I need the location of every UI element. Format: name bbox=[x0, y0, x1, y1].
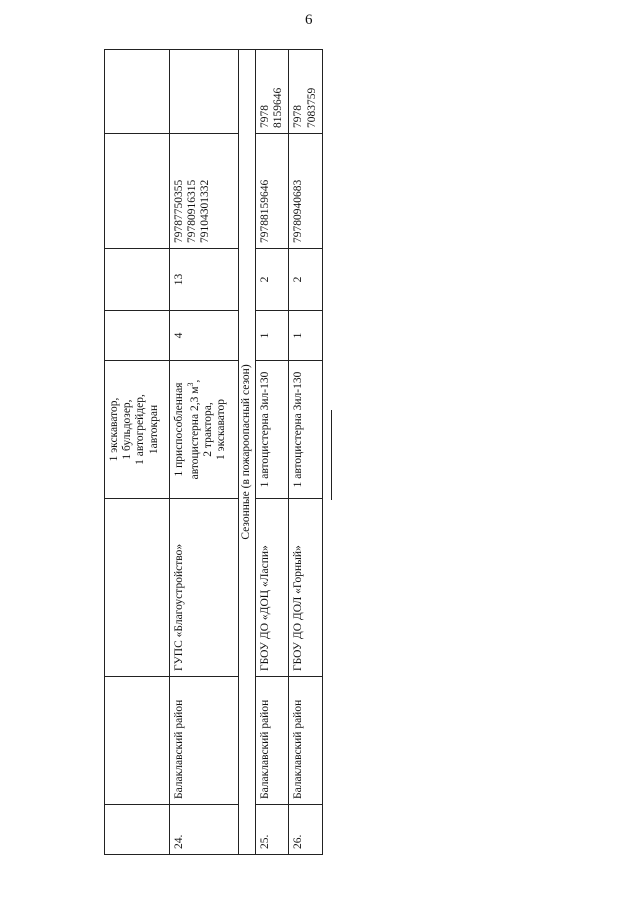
extra-line: 7083759 bbox=[305, 87, 318, 128]
district: Балаклавский район bbox=[170, 677, 239, 805]
tech-line: 1 экскаватор bbox=[215, 399, 228, 460]
superscript-3: 3 bbox=[186, 382, 196, 387]
organization: ГБОУ ДО ДОЛ «Горный» bbox=[289, 499, 322, 677]
tech-line-text: автоцистерна 2,3 м bbox=[189, 386, 202, 480]
tech-line bbox=[186, 366, 202, 493]
section-header-row bbox=[239, 50, 256, 855]
cell-count1 bbox=[105, 311, 170, 361]
tech-line: 1 приспособленная bbox=[173, 382, 185, 477]
phones bbox=[170, 134, 239, 249]
district: Балаклавский район bbox=[256, 677, 289, 805]
row-number: 24. bbox=[170, 805, 239, 855]
extra-line: 7978 bbox=[292, 105, 305, 128]
count-units: 4 bbox=[170, 311, 239, 361]
table-row-25 bbox=[256, 50, 289, 855]
extra-contact bbox=[170, 50, 239, 134]
tech-line: 1 автогрейдер, bbox=[134, 394, 147, 465]
cell-phone bbox=[105, 134, 170, 249]
cell-org bbox=[105, 499, 170, 677]
cell-district bbox=[105, 677, 170, 805]
phone: 79788159646 bbox=[256, 134, 289, 249]
cell-num bbox=[105, 805, 170, 855]
equipment: 1 автоцистерна Зил-130 bbox=[256, 361, 289, 499]
cell-tech bbox=[105, 361, 170, 499]
table-row-continuation bbox=[105, 50, 170, 855]
extra-contact bbox=[256, 50, 289, 134]
tech-comma: , bbox=[189, 379, 202, 383]
section-title: Сезонные (в пожароопасный сезон) bbox=[239, 50, 256, 855]
count-people: 2 bbox=[289, 249, 322, 311]
row-number: 26. bbox=[289, 805, 322, 855]
equipment bbox=[170, 361, 239, 499]
row-number: 25. bbox=[256, 805, 289, 855]
tech-line: 1автокран bbox=[147, 404, 160, 455]
phone-line: 79787750355 bbox=[173, 179, 185, 243]
cell-count2 bbox=[105, 249, 170, 311]
tech-line: 1 экскаватор, bbox=[108, 397, 120, 462]
table-row-24 bbox=[170, 50, 239, 855]
organization: ГУПС «Благоустройство» bbox=[170, 499, 239, 677]
district: Балаклавский район bbox=[289, 677, 322, 805]
count-people: 13 bbox=[170, 249, 239, 311]
table-row-26 bbox=[289, 50, 322, 855]
extra-line: 7978 bbox=[259, 105, 271, 128]
phone-line: 79104301332 bbox=[199, 179, 212, 243]
count-people: 2 bbox=[256, 249, 289, 311]
organization: ГБОУ ДО «ДОЦ «Ласпи» bbox=[256, 499, 289, 677]
resources-table bbox=[104, 49, 323, 855]
tech-line: 2 трактора, bbox=[202, 402, 215, 457]
extra-line: 8159646 bbox=[272, 87, 285, 128]
count-units: 1 bbox=[256, 311, 289, 361]
page-number: 6 bbox=[305, 12, 313, 28]
phone: 79780940683 bbox=[289, 134, 322, 249]
phone-line: 79780916315 bbox=[186, 179, 199, 243]
cell-extra bbox=[105, 50, 170, 134]
equipment: 1 автоцистерна Зил-130 bbox=[289, 361, 322, 499]
rotated-table-container bbox=[104, 50, 318, 855]
separator-line bbox=[331, 410, 332, 500]
tech-line: 1 бульдозер, bbox=[121, 399, 134, 460]
extra-contact bbox=[289, 50, 322, 134]
count-units: 1 bbox=[289, 311, 322, 361]
